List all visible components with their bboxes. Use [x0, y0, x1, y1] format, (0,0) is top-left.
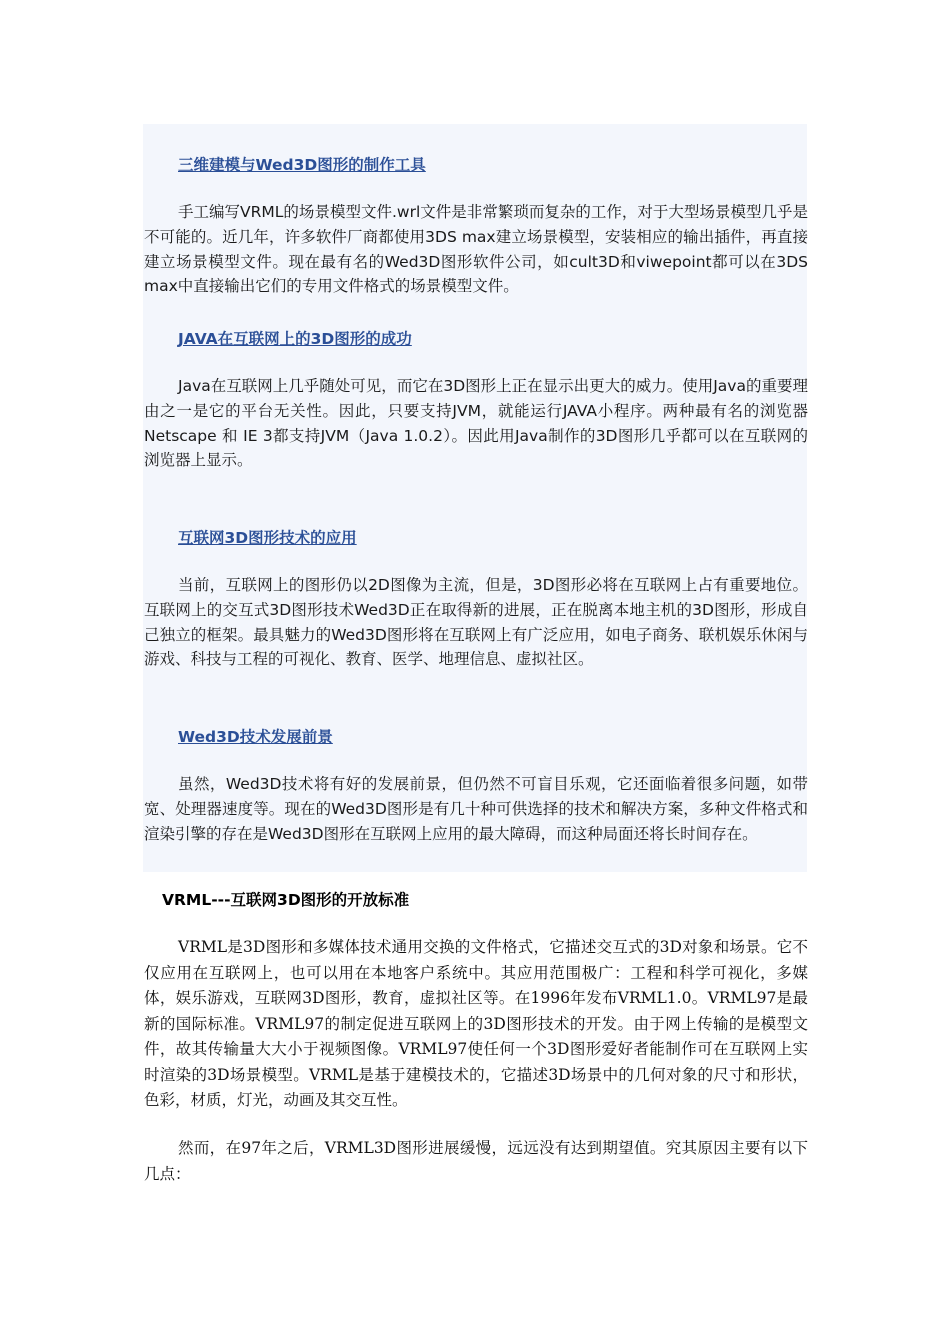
section-heading-link[interactable]: 三维建模与Wed3D图形的制作工具 [178, 156, 426, 174]
section-heading-link[interactable]: JAVA在互联网上的3D图形的成功 [178, 330, 412, 348]
section-paragraph: 当前，互联网上的图形仍以2D图像为主流，但是，3D图形必将在互联网上占有重要地位。互联网上的交互式3D图形技术Wed3D正在取得新的进展，正在脱离本地主机的3D图形，形成自己独立的框架。最具魅力的Wed3D图形将在互联网上有广泛应用，如电子商务、联机娱乐休闲与游戏、科技与工程的可视化、教育、医学、地理信息、虚拟社区。 [144, 576, 808, 669]
section-paragraph: 虽然，Wed3D技术将有好的发展前景，但仍然不可盲目乐观，它还面临着很多问题，如带宽、处理器速度等。现在的Wed3D图形是有几十种可供选择的技术和解决方案，多种文件格式和渲染引擎的存在是Wed3D图形在互联网上应用的最大障碍，而这种局面还将长时间存在。 [144, 775, 808, 843]
section-paragraph: 手工编写VRML的场景模型文件.wrl文件是非常繁琐而复杂的工作，对于大型场景模型几乎是不可能的。近几年，许多软件厂商都使用3DS max建立场景模型，安装相应的输出插件，再直接建立场景模型文件。现在最有名的Wed3D图形软件公司，如cult3D和viwepoint都可以在3DS max中直接输出它们的专用文件格式的场景模型文件。 [144, 203, 808, 296]
section-paragraph: Java在互联网上几乎随处可见，而它在3D图形上正在显示出更大的威力。使用Java的重要理由之一是它的平台无关性。因此，只要支持JVM，就能运行JAVA小程序。两种最有名的浏览器Netscape 和 IE 3都支持JVM（Java 1.0.2）。因此用Java制作的3D图形几乎都可以在互联网的浏览器上显示。 [144, 377, 808, 470]
vrml-heading: VRML---互联网3D图形的开放标准 [162, 891, 410, 909]
vrml-paragraph-1: VRML是3D图形和多媒体技术通用交换的文件格式，它描述交互式的3D对象和场景。它不仅应用在互联网上，也可以用在本地客户系统中。其应用范围极广：工程和科学可视化，多媒体，娱乐游戏，互联网3D图形，教育，虚拟社区等。在1996年发布VRML1.0。VRML97是最新的国际标准。VRML97的制定促进互联网上的3D图形技术的开发。由于网上传输的是模型文件，故其传输量大大小于视频图像。VRML97使任何一个3D图形爱好者能制作可在互联网上实时渲染的3D场景模型。VRML是基于建模技术的，它描述3D场景中的几何对象的尺寸和形状，色彩，材质，灯光，动画及其交互性。 [144, 938, 808, 1109]
vrml-paragraph-2: 然而，在97年之后，VRML3D图形进展缓慢，远远没有达到期望值。究其原因主要有以下几点： [144, 1139, 808, 1183]
section-heading-link[interactable]: Wed3D技术发展前景 [178, 728, 333, 746]
section-heading-link[interactable]: 互联网3D图形技术的应用 [178, 529, 357, 547]
